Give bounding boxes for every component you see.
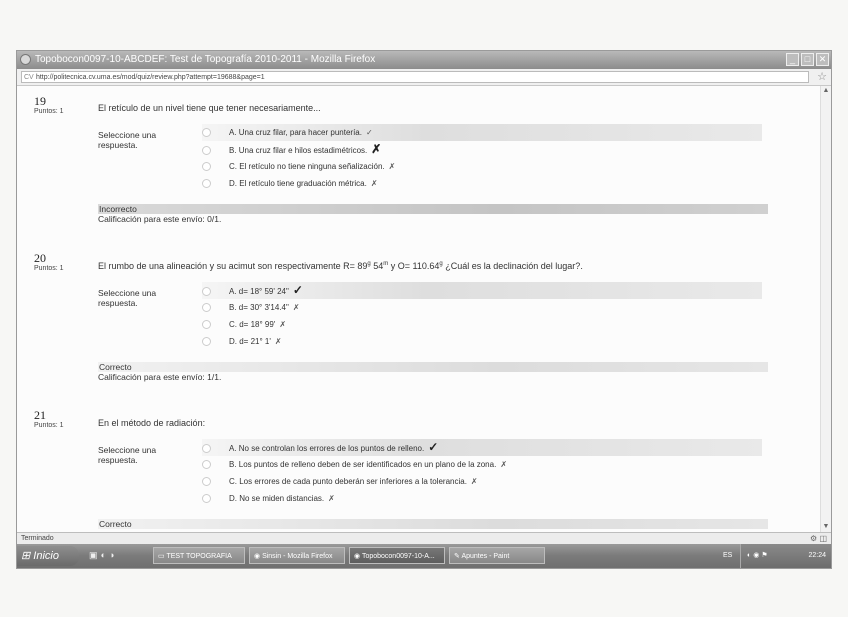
minimize-button[interactable]: _ bbox=[786, 53, 799, 66]
correct-mark-icon: ✓ bbox=[292, 283, 303, 297]
scroll-down-icon[interactable]: ▼ bbox=[822, 523, 830, 530]
result-correct: Correcto bbox=[98, 519, 768, 529]
answer-option[interactable] bbox=[202, 490, 762, 507]
incorrect-mark-icon: ✗ bbox=[388, 162, 396, 171]
result-incorrect: Incorrecto bbox=[98, 204, 768, 214]
url-field[interactable] bbox=[21, 71, 809, 83]
scroll-up-icon[interactable]: ▲ bbox=[822, 87, 830, 94]
url-text: http://politecnica.cv.uma.es/mod/quiz/review.php?attempt=19688&page=1 bbox=[35, 74, 265, 81]
answer-radio[interactable] bbox=[202, 128, 211, 137]
question-text-part: El rumbo de una alineación y su acimut son respectivamente R= 89 bbox=[98, 261, 368, 271]
answer-radio[interactable] bbox=[202, 287, 211, 296]
answer-radio[interactable] bbox=[202, 460, 211, 469]
taskbar-item-label: TEST TOPOGRAFIA bbox=[166, 553, 232, 560]
start-button[interactable]: ⊞ Inicio bbox=[17, 546, 79, 566]
question-points: Puntos: 1 bbox=[34, 265, 64, 272]
taskbar-item-firefox-1[interactable] bbox=[249, 547, 345, 564]
question-number: 21 bbox=[34, 408, 46, 422]
firefox-icon bbox=[20, 54, 31, 65]
site-identity-icon[interactable]: CV bbox=[24, 74, 34, 81]
question-21 bbox=[17, 408, 821, 532]
tray-icons[interactable]: ◐◉⚑ bbox=[747, 552, 770, 559]
answer-text: D. El retículo tiene graduación métrica. bbox=[229, 179, 367, 188]
grad-unit: g bbox=[367, 261, 371, 267]
answer-radio[interactable] bbox=[202, 444, 211, 453]
close-button[interactable]: ✕ bbox=[816, 53, 829, 66]
answer-radio[interactable] bbox=[202, 179, 211, 188]
select-answer-label: Seleccione una respuesta. bbox=[98, 288, 157, 308]
question-text-part: 54 bbox=[370, 261, 384, 271]
question-text bbox=[98, 261, 583, 271]
navigation-toolbar bbox=[17, 69, 831, 86]
correct-mark-icon: ✓ bbox=[365, 128, 373, 137]
incorrect-mark-icon: ✗ bbox=[274, 337, 282, 346]
window-titlebar bbox=[17, 51, 831, 69]
taskbar-item-label: Topobocon0097-10-A... bbox=[361, 553, 435, 560]
answer-option[interactable] bbox=[202, 282, 762, 299]
window-title: Topobocon0097-10-ABCDEF: Test de Topografía 2010-2011 - Mozilla Firefox bbox=[35, 54, 376, 65]
quick-launch-icons[interactable]: ▣◐◑ bbox=[89, 550, 118, 560]
answer-radio[interactable] bbox=[202, 320, 211, 329]
answer-text: B. Los puntos de relleno deben de ser identificados en un plano de la zona. bbox=[229, 460, 497, 469]
question-points: Puntos: 1 bbox=[34, 422, 64, 429]
bookmark-star-icon[interactable]: ☆ bbox=[817, 71, 827, 83]
clock: 22:24 bbox=[808, 552, 826, 559]
answer-text: A. d= 18° 59' 24" bbox=[229, 287, 289, 296]
page-content bbox=[17, 86, 821, 532]
taskbar-item-label: Apuntes - Paint bbox=[461, 553, 510, 560]
question-number: 19 bbox=[34, 94, 46, 108]
question-text-part: ¿Cuál es la declinación del lugar?. bbox=[442, 261, 583, 271]
incorrect-mark-icon: ✗ bbox=[470, 477, 478, 486]
answer-text: C. d= 18° 99' bbox=[229, 320, 276, 329]
status-icons: ⚙ ◫ bbox=[810, 534, 827, 543]
answer-text: B. Una cruz filar e hilos estadimétricos. bbox=[229, 146, 368, 155]
answer-text: A. No se controlan los errores de los puntos de relleno. bbox=[229, 444, 425, 453]
answer-radio[interactable] bbox=[202, 162, 211, 171]
answer-radio[interactable] bbox=[202, 146, 211, 155]
grade-text: Calificación para este envío: 1/1. bbox=[98, 372, 222, 382]
taskbar-item-test-topografia[interactable] bbox=[153, 547, 245, 564]
answer-text: B. d= 30° 3'14.4" bbox=[229, 303, 289, 312]
answer-radio[interactable] bbox=[202, 303, 211, 312]
answer-list bbox=[202, 124, 762, 192]
taskbar-item-label: Sinsin - Mozilla Firefox bbox=[262, 553, 333, 560]
answer-text: A. Una cruz filar, para hacer puntería. bbox=[229, 128, 362, 137]
question-text: El retículo de un nivel tiene que tener necesariamente... bbox=[98, 103, 321, 113]
maximize-button[interactable]: □ bbox=[801, 53, 814, 66]
answer-option[interactable] bbox=[202, 158, 762, 175]
answer-option[interactable] bbox=[202, 473, 762, 490]
select-answer-label: Seleccione una respuesta. bbox=[98, 130, 157, 150]
question-text-part: y O= 110.64 bbox=[388, 261, 440, 271]
answer-option[interactable] bbox=[202, 439, 762, 456]
incorrect-mark-icon: ✗ bbox=[328, 494, 335, 503]
status-text: Terminado bbox=[21, 535, 54, 542]
grad-unit: g bbox=[439, 261, 443, 267]
firefox-icon: ◉ bbox=[354, 553, 362, 560]
incorrect-mark-icon: ✗ bbox=[370, 179, 378, 188]
minute-unit: m bbox=[383, 261, 389, 267]
answer-text: C. El retículo no tiene ninguna señalización. bbox=[229, 162, 385, 171]
answer-text: D. d= 21° 1' bbox=[229, 337, 271, 346]
system-tray bbox=[723, 544, 831, 568]
taskbar-item-paint[interactable] bbox=[449, 547, 545, 564]
question-number: 20 bbox=[34, 251, 46, 265]
desktop-screen bbox=[16, 50, 832, 569]
answer-list bbox=[202, 282, 762, 350]
answer-option[interactable] bbox=[202, 175, 762, 192]
grade-text: Calificación para este envío: 0/1. bbox=[98, 214, 222, 224]
answer-option[interactable] bbox=[202, 299, 762, 316]
incorrect-mark-icon: ✗ bbox=[292, 303, 300, 312]
answer-option[interactable] bbox=[202, 333, 762, 350]
answer-radio[interactable] bbox=[202, 494, 211, 503]
vertical-scrollbar[interactable] bbox=[820, 86, 831, 532]
answer-option[interactable] bbox=[202, 456, 762, 473]
window-controls bbox=[786, 53, 829, 66]
question-text: En el método de radiación: bbox=[98, 418, 206, 428]
result-correct: Correcto bbox=[98, 362, 768, 372]
question-points: Puntos: 1 bbox=[34, 108, 64, 115]
language-indicator[interactable]: ES bbox=[723, 552, 733, 559]
correct-mark-icon: ✓ bbox=[428, 440, 439, 454]
question-20 bbox=[17, 251, 821, 411]
start-label: Inicio bbox=[33, 550, 59, 562]
taskbar-item-firefox-2[interactable] bbox=[349, 547, 445, 564]
paint-icon: ✎ bbox=[454, 553, 462, 560]
answer-radio[interactable] bbox=[202, 477, 211, 486]
answer-list bbox=[202, 439, 762, 507]
answer-option[interactable] bbox=[202, 141, 762, 158]
answer-text: C. Los errores de cada punto deberán ser inferiores a la tolerancia. bbox=[229, 477, 467, 486]
firefox-icon: ◉ bbox=[254, 553, 263, 560]
answer-option[interactable] bbox=[202, 124, 762, 141]
answer-option[interactable] bbox=[202, 316, 762, 333]
incorrect-mark-icon: ✗ bbox=[500, 460, 508, 469]
answer-radio[interactable] bbox=[202, 337, 211, 346]
taskbar bbox=[17, 544, 831, 568]
incorrect-mark-icon: ✗ bbox=[279, 320, 287, 329]
answer-text: D. No se miden distancias. bbox=[229, 494, 325, 503]
select-answer-label: Seleccione una respuesta. bbox=[98, 445, 157, 465]
incorrect-mark-icon: ✗ bbox=[371, 142, 382, 156]
folder-icon: ▭ bbox=[158, 553, 167, 560]
